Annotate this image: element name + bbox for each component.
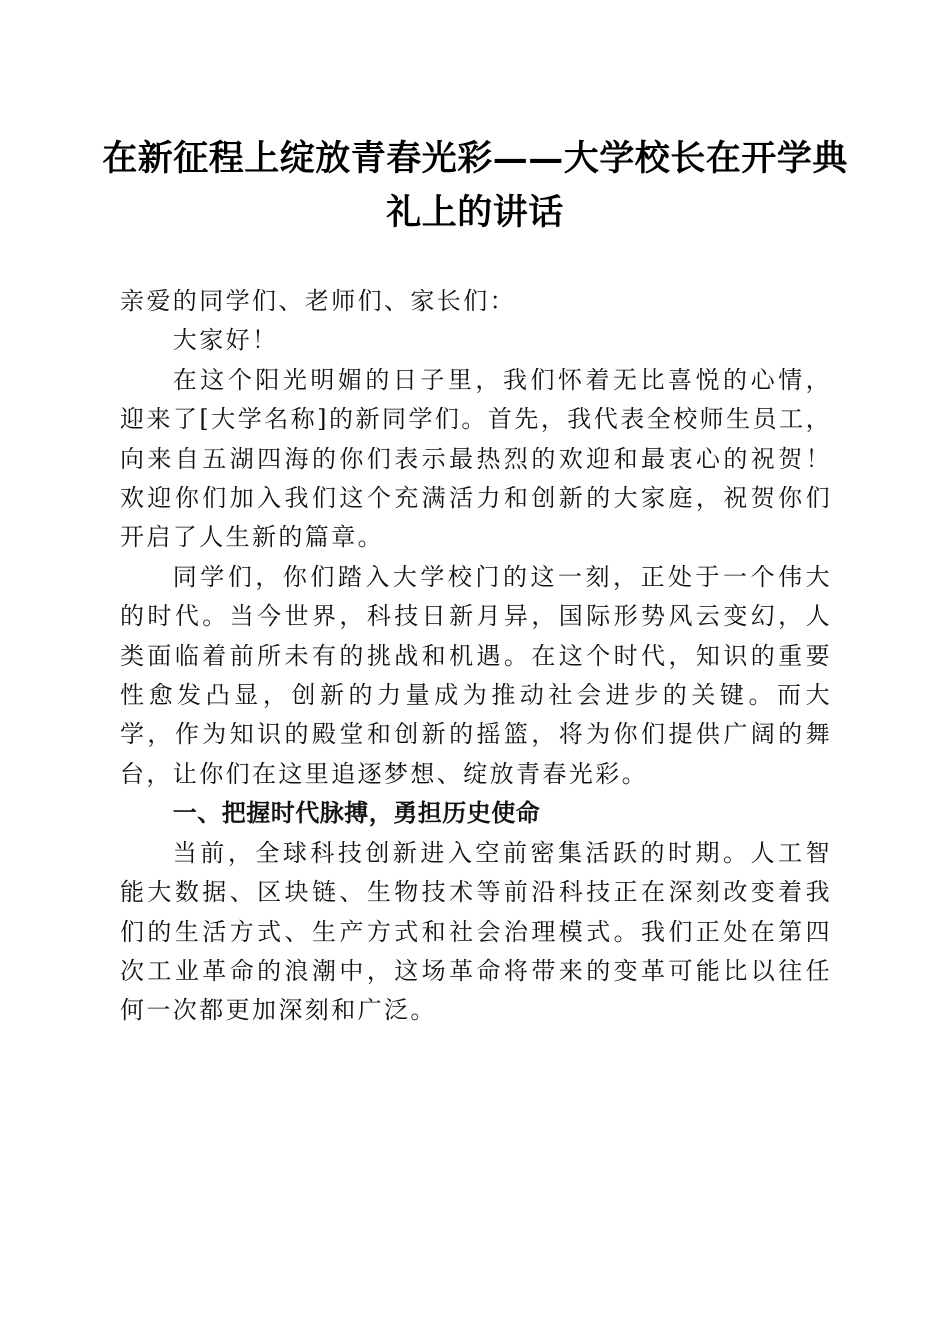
section-heading: 一、把握时代脉搏，勇担历史使命 [172, 799, 541, 828]
document-title: 在新征程上绽放青春光彩——大学校长在开学典礼上的讲话 [102, 138, 848, 233]
paragraph-greeting: 大家好！ [172, 326, 279, 355]
salutation: 亲爱的同学们、老师们、家长们： [120, 287, 516, 315]
paragraph-welcome: 在这个阳光明媚的日子里，我们怀着无比喜悦的心情，迎来了[大学名称]的新同学们。首先，我代表全校师生员工，向来自五湖四海的你们表示最热烈的欢迎和最衷心的祝贺！欢迎你们加入我们这个充满活力和创新的大家庭，祝贺你们开启了人生新的篇章。 [120, 365, 832, 552]
paragraph-era: 同学们，你们踏入大学校门的这一刻，正处于一个伟大的时代。当今世界，科技日新月异，国际形势风云变幻，人类面临着前所未有的挑战和机遇。在这个时代，知识的重要性愈发凸显，创新的力量成为推动社会进步的关键。而大学，作为知识的殿堂和创新的摇篮，将为你们提供广阔的舞台，让你们在这里追逐梦想、绽放青春光彩。 [120, 562, 832, 788]
paragraph-section-1: 当前，全球科技创新进入空前密集活跃的时期。人工智能大数据、区块链、生物技术等前沿科技正在深刻改变着我们的生活方式、生产方式和社会治理模式。我们正处在第四次工业革命的浪潮中，这场革命将带来的变革可能比以往任何一次都更加深刻和广泛。 [120, 838, 832, 1025]
document-body [120, 282, 832, 1031]
